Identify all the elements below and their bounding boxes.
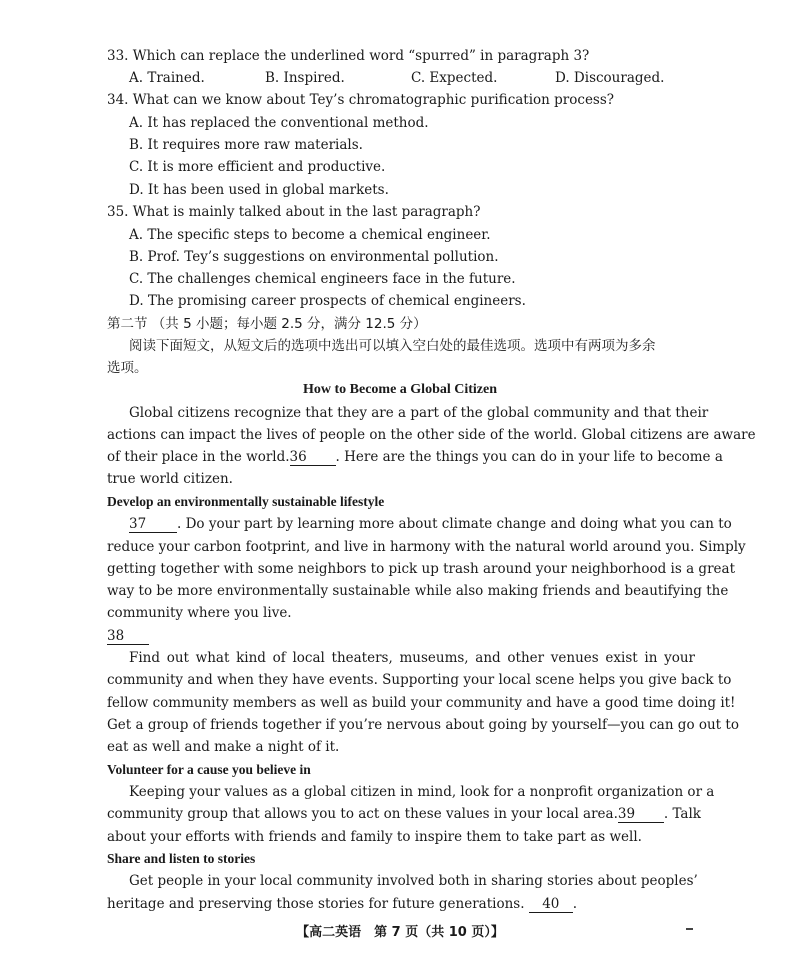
question-34-stem: 34. What can we know about Tey’s chromatographic purification process?	[107, 92, 615, 108]
p4-line-3: about your efforts with friends and family to inspire them to take part as well.	[107, 829, 642, 845]
p3-line-5: eat as well and make a night of it.	[107, 739, 340, 755]
p3-line-4: Get a group of friends together if you’re nervous about going by yourself—you can go out to	[107, 717, 739, 733]
blank-38: 38	[107, 629, 149, 645]
p1-line-3: of their place in the world.36 . Here are the things you can do in your life to become a	[107, 449, 723, 465]
corner-mark	[686, 928, 693, 930]
passage-title: How to Become a Global Citizen	[302, 382, 498, 397]
p2-line-2: reduce your carbon footprint, and live in harmony with the natural world around you. Simply	[107, 539, 746, 555]
question-33-stem: 33. Which can replace the underlined word “spurred” in paragraph 3?	[107, 48, 590, 64]
p5-line-1: Get people in your local community involved both in sharing stories about peoples’	[129, 873, 698, 889]
section-2-instruction-line-2: 选项。	[107, 360, 148, 376]
p1-line-4: true world citizen.	[107, 471, 233, 487]
blank-39: 39	[618, 807, 664, 823]
p1-line-1: Global citizens recognize that they are a part of the global community and that their	[129, 405, 709, 421]
p2-line-4: way to be more environmentally sustainable while also making friends and beautifying the	[107, 583, 729, 599]
q33-option-c: C. Expected.	[411, 70, 498, 86]
blank-36: 36	[290, 450, 336, 466]
q34-option-d: D. It has been used in global markets.	[129, 182, 389, 198]
q35-option-d: D. The promising career prospects of chemical engineers.	[129, 293, 526, 309]
blank-40: 40	[529, 897, 573, 913]
heading-share-stories: Share and listen to stories	[107, 851, 256, 866]
p3-line-2: community and when they have events. Supporting your local scene helps you give back to	[107, 672, 732, 688]
heading-volunteer: Volunteer for a cause you believe in	[107, 762, 311, 777]
p3-line-1: Find out what kind of local theaters, museums, and other venues exist in your	[129, 650, 695, 666]
q35-option-b: B. Prof. Tey’s suggestions on environmental pollution.	[129, 249, 499, 265]
page-footer: 【高二英语 第 7 页（共 10 页）】	[296, 925, 504, 940]
section-2-instruction-line-1: 阅读下面短文，从短文后的选项中选出可以填入空白处的最佳选项。选项中有两项为多余	[129, 338, 656, 354]
q33-option-a: A. Trained.	[129, 70, 205, 86]
question-35-stem: 35. What is mainly talked about in the last paragraph?	[107, 204, 481, 220]
q33-option-d: D. Discouraged.	[555, 70, 665, 86]
section-2-header: 第二节 （共 5 小题；每小题 2.5 分，满分 12.5 分）	[107, 316, 427, 332]
p2-line-5: community where you live.	[107, 605, 292, 621]
q34-option-b: B. It requires more raw materials.	[129, 137, 363, 153]
q33-option-b: B. Inspired.	[265, 70, 345, 86]
p1-line-2: actions can impact the lives of people on the other side of the world. Global citizens are aware	[107, 427, 756, 443]
q34-option-a: A. It has replaced the conventional method.	[129, 115, 429, 131]
p4-line-1: Keeping your values as a global citizen in mind, look for a nonprofit organization or a	[129, 784, 715, 800]
heading-blank-38	[107, 627, 149, 645]
p4-line-2: community group that allows you to act on these values in your local area.39 . Talk	[107, 806, 701, 822]
blank-37: 37	[129, 517, 177, 533]
p2-line-3: getting together with some neighbors to pick up trash around your neighborhood is a great	[107, 561, 735, 577]
p2-line-1: 37 . Do your part by learning more about climate change and doing what you can to	[129, 516, 732, 532]
q35-option-a: A. The specific steps to become a chemical engineer.	[129, 227, 491, 243]
q35-option-c: C. The challenges chemical engineers face in the future.	[129, 271, 516, 287]
p5-line-2: heritage and preserving those stories for future generations. 40 .	[107, 896, 578, 912]
q34-option-c: C. It is more efficient and productive.	[129, 159, 386, 175]
heading-sustainable-lifestyle: Develop an environmentally sustainable lifestyle	[107, 494, 385, 509]
p3-line-3: fellow community members as well as build your community and have a good time doing it!	[107, 695, 736, 711]
